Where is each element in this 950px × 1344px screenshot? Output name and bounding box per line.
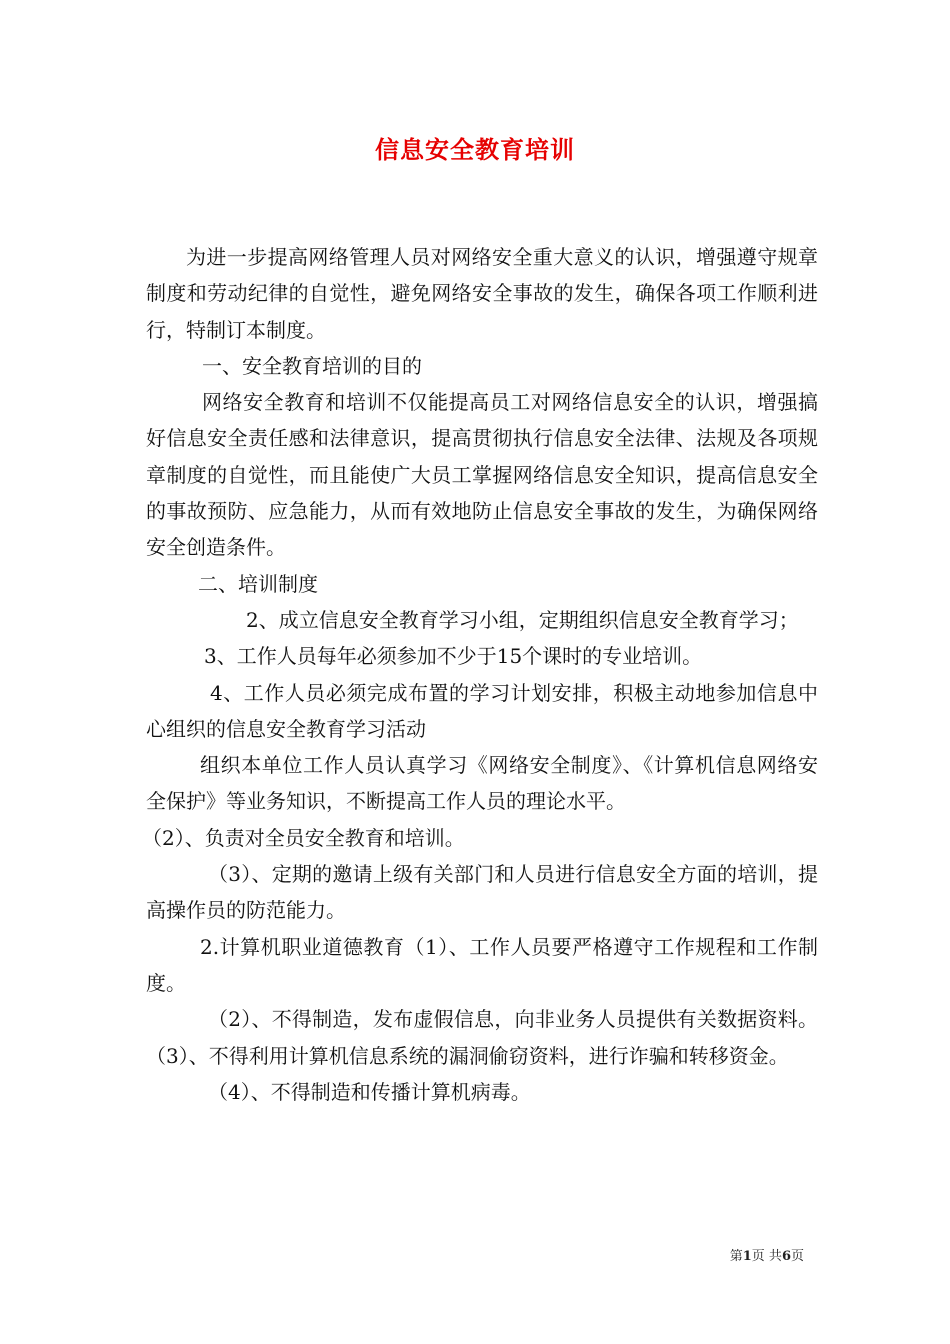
paragraph-intro: 为进一步提高网络管理人员对网络安全重大意义的认识，增强遵守规章制度和劳动纪律的自觉性，避免网络安全事故的发生，确保各项工作顺利进行，特制订本制度。 [146,245,818,342]
page-number-prefix: 第 [729,1249,743,1264]
paragraph-invite: （3）、定期的邀请上级有关部门和人员进行信息安全方面的培训，提高操作员的防范能力。 [146,862,818,923]
document-body [142,239,818,1110]
paragraph-no-fake-info: （2）、不得制造，发布虚假信息，向非业务人员提供有关数据资料。（3）、不得利用计算机信息系统的漏洞偷窃资料，进行诈骗和转移资金。 [146,1007,818,1068]
paragraph-ethics: 2.计算机职业道德教育（1）、工作人员要严格遵守工作规程和工作制度。 [146,934,818,995]
document-title: 信息安全教育培训 [375,135,575,164]
paragraph-item-3: 3、工作人员每年必须参加不少于15个课时的专业培训。 [204,644,703,669]
section-heading-purpose: 一、安全教育培训的目的 [202,353,422,378]
page-number-current: 1 [742,1249,752,1264]
paragraph-study: 组织本单位工作人员认真学习《网络安全制度》、《计算机信息网络安全保护》等业务知识，不断提高工作人员的理论水平。 [146,753,818,814]
page-number-suffix: 页 [790,1249,804,1264]
paragraph-item-2: 2、成立信息安全教育学习小组，定期组织信息安全教育学习； [246,607,799,632]
page-number-total: 6 [781,1249,791,1264]
paragraph-item-4: 4、工作人员必须完成布置的学习计划安排，积极主动地参加信息中心组织的信息安全教育学习活动 [146,680,818,741]
paragraph-training-all: （2）、负责对全员安全教育和培训。 [142,825,465,850]
section-heading-training: 二、培训制度 [198,571,318,596]
paragraph-purpose: 网络安全教育和培训不仅能提高员工对网络信息安全的认识，增强搞好信息安全责任感和法律意识，提高贯彻执行信息安全法律、法规及各项规章制度的自觉性，而且能使广大员工掌握网络信息安全知识，提高信息安全的事故预防、应急能力，从而有效地防止信息安全事故的发生，为确保网络安全创造条件。 [146,390,818,560]
page-number-middle: 页 共 [751,1249,782,1264]
page-number [730,1247,804,1267]
paragraph-no-virus: （4）、不得制造和传播计算机病毒。 [208,1079,531,1104]
